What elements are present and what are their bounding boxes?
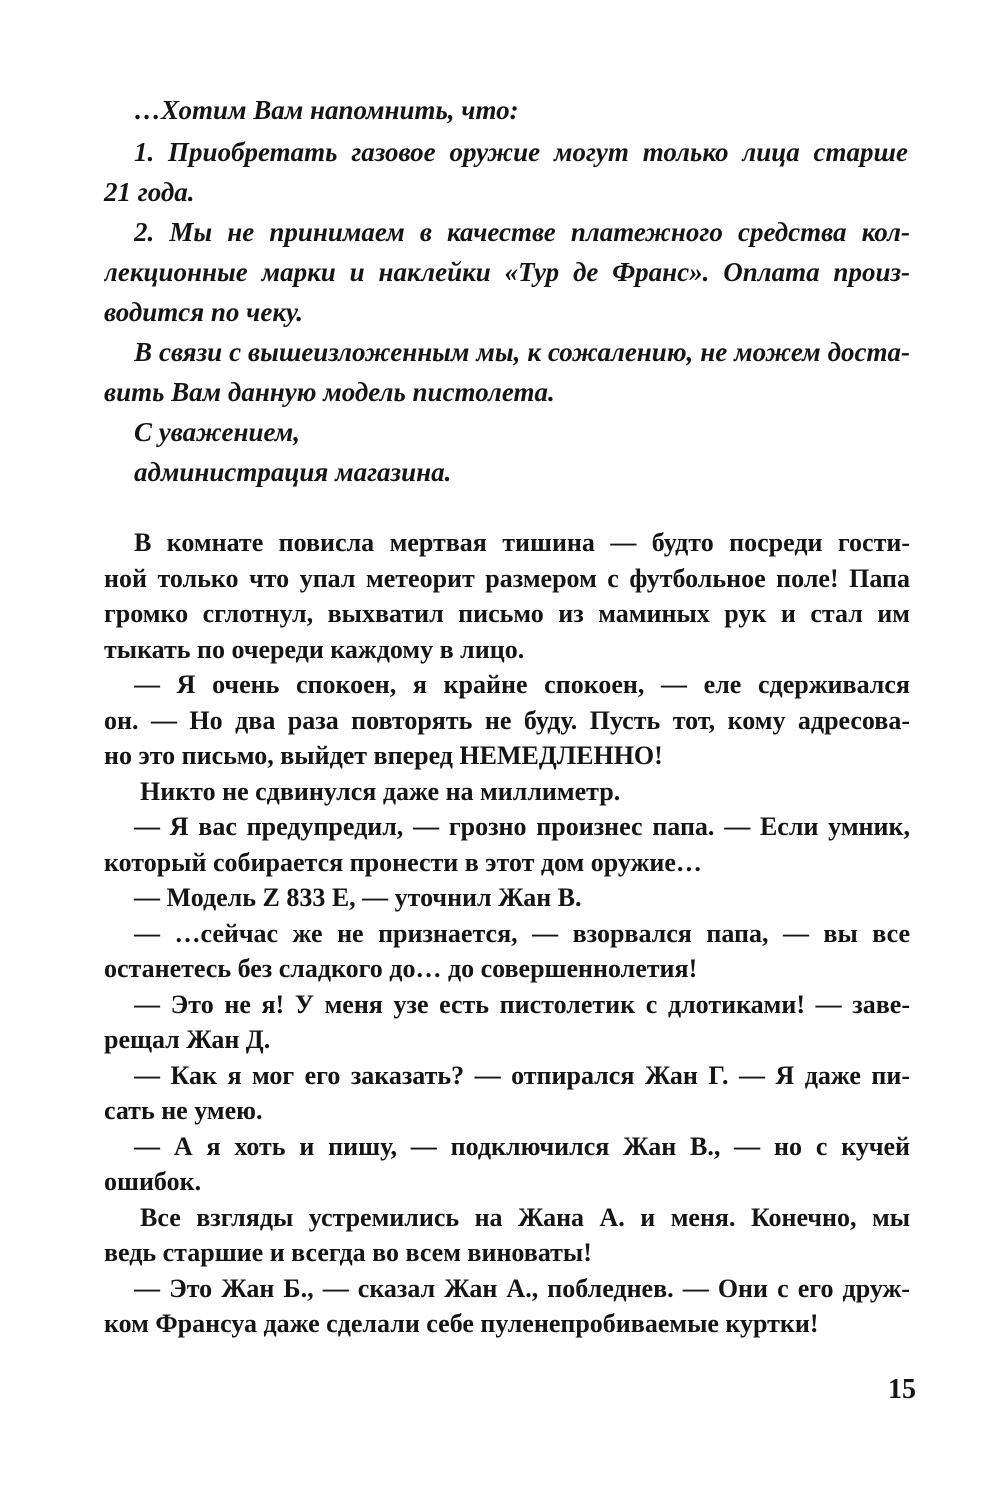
letter-line: 2. Мы не принимаем в качестве платежного средства кол- (134, 217, 910, 247)
paragraph-line: — Я вас предупредил, — грозно произнес папа. — Если умник, (134, 812, 910, 841)
paragraph-line: он. — Но два раза повторять не буду. Пусть тот, кому адресова- (104, 706, 910, 735)
letter-line: 1. Приобретать газовое оружие могут только лица старше (134, 137, 908, 167)
letter-line: В связи с вышеизложенным мы, к сожалению, не можем доста- (134, 337, 910, 367)
letter-signature: администрация магазина. (134, 457, 452, 487)
page-number: 15 (888, 1374, 916, 1405)
paragraph-line: — Это не я! У меня узе есть пистолетик с длотиками! — заве- (134, 990, 910, 1019)
paragraph-line: громко сглотнул, выхватил письмо из маминых рук и стал им (104, 599, 910, 628)
paragraph-line: тыкать по очереди каждому в лицо. (104, 635, 525, 664)
paragraph-line: — Это Жан Б., — сказал Жан А., побледнев. — Они с его друж- (134, 1274, 910, 1303)
paragraph-line: В комнате повисла мертвая тишина — будто посреди гости- (134, 528, 910, 557)
paragraph-line: — …сейчас же не признается, — взорвался папа, — вы все (134, 919, 910, 948)
letter-line: вить Вам данную модель пистолета. (104, 377, 555, 407)
paragraph-line: останетесь без сладкого до… до совершеннолетия! (104, 954, 698, 983)
letter-line: 21 года. (104, 177, 195, 207)
paragraph-line: ведь старшие и всегда во всем виноваты! (104, 1238, 592, 1267)
letter-line: …Хотим Вам напомнить, что: (134, 95, 519, 125)
paragraph-line: который собирается пронести в этот дом оружие… (104, 848, 702, 877)
paragraph-line: — Я очень спокоен, я крайне спокоен, — еле сдерживался (134, 670, 910, 699)
paragraph-line: Все взгляды устремились на Жана А. и меня. Конечно, мы (140, 1203, 910, 1232)
paragraph-line: ной только что упал метеорит размером с футбольное поле! Папа (104, 564, 910, 593)
paragraph-line: рещал Жан Д. (104, 1025, 271, 1054)
letter-closing: С уважением, (134, 417, 301, 447)
paragraph-line: — Как я мог его заказать? — отпирался Жан Г. — Я даже пи- (134, 1061, 910, 1090)
paragraph-line: Никто не сдвинулся даже на миллиметр. (140, 777, 621, 806)
paragraph-line: ком Франсуа даже сделали себе пуленепробиваемые куртки! (104, 1309, 819, 1338)
paragraph-line: сать не умею. (104, 1096, 263, 1125)
paragraph-line: — А я хоть и пишу, — подключился Жан В., — но с кучей (134, 1132, 910, 1161)
paragraph-line: но это письмо, выйдет вперед НЕМЕДЛЕННО! (104, 741, 663, 770)
paragraph-line: ошибок. (104, 1167, 202, 1196)
letter-line: лекционные марки и наклейки «Тур де Франс». Оплата произ- (104, 257, 910, 287)
letter-line: водится по чеку. (104, 297, 304, 327)
paragraph-line: — Модель Z 833 E, — уточнил Жан В. (134, 883, 582, 912)
